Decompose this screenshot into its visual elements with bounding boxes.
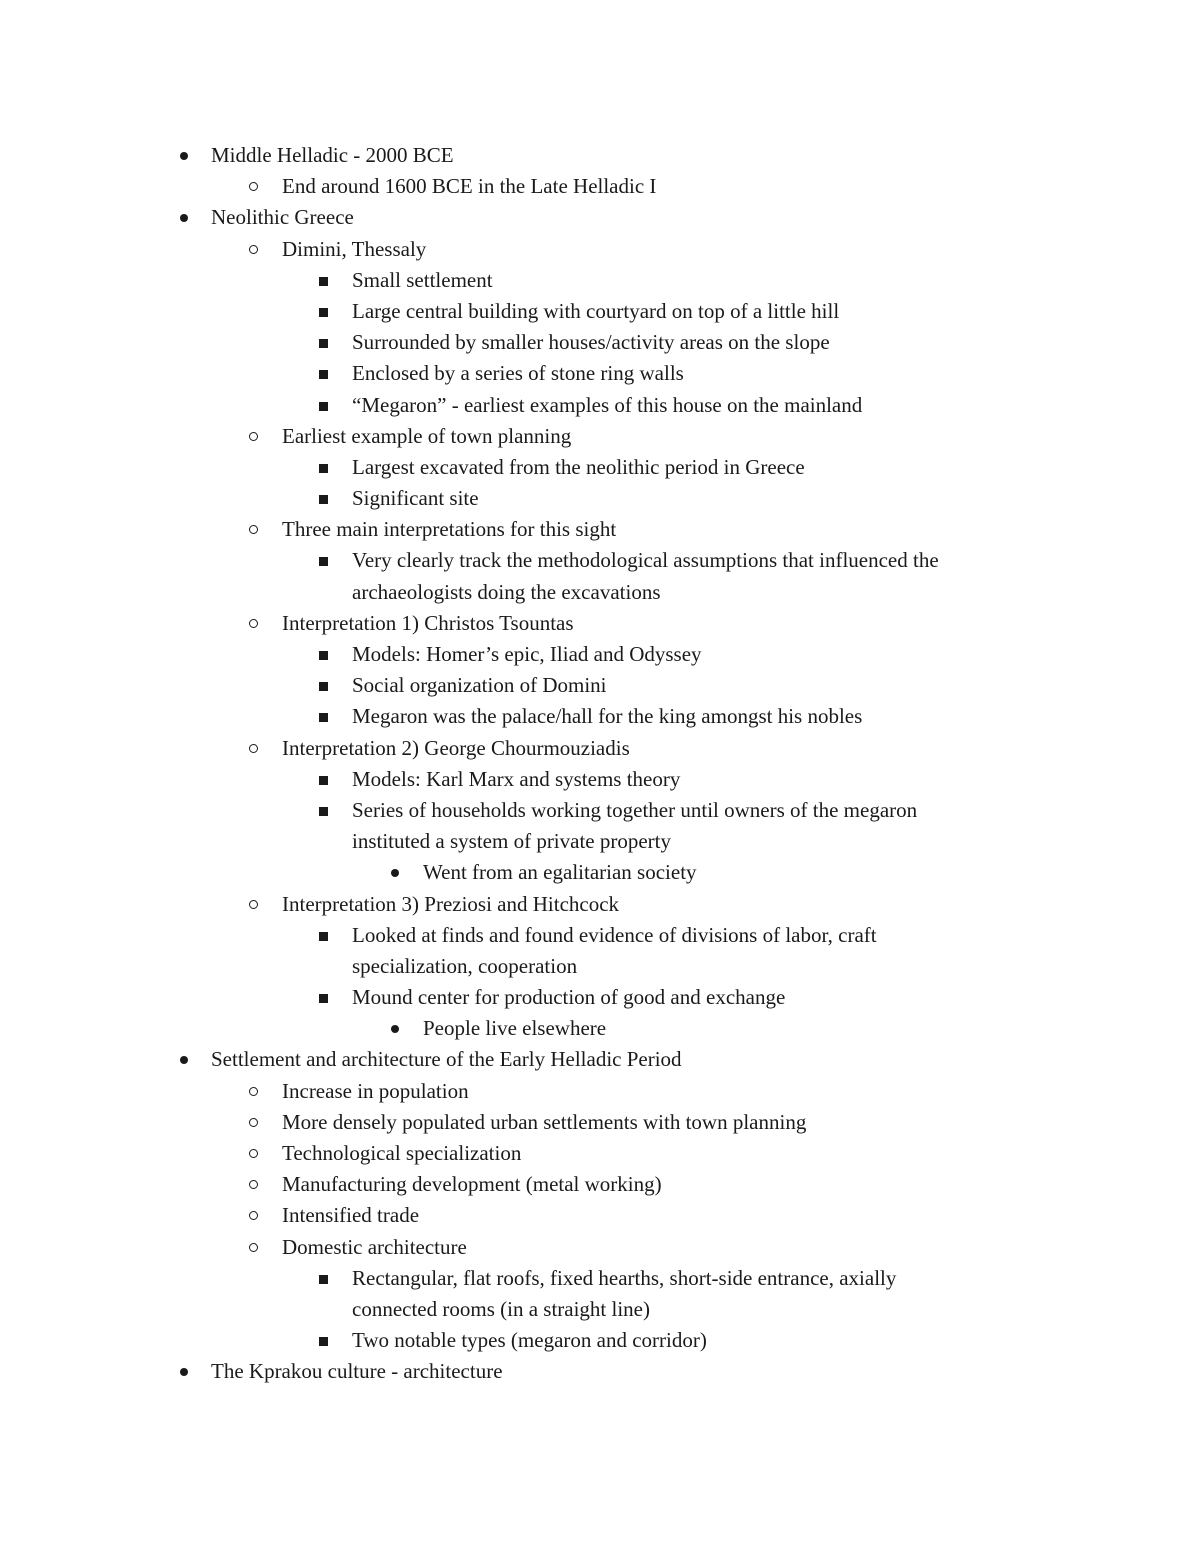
outline-line-level-4: [0, 1013, 1200, 1044]
outline-text: People live elsewhere: [423, 1016, 607, 1041]
filled-square-bullet-icon: [319, 402, 328, 411]
outline-line-level-2: [0, 421, 1200, 452]
outline-line-level-4: [0, 857, 1200, 888]
filled-square-bullet-icon: [319, 1337, 328, 1346]
outline-line-level-3: [0, 639, 1200, 670]
outline-text: Three main interpretations for this sight: [282, 517, 617, 542]
outline-text: Very clearly track the methodological assumptions that influenced the: [352, 548, 939, 573]
filled-disc-bullet-icon: [180, 1368, 188, 1376]
outline-line-level-3: [0, 452, 1200, 483]
hollow-circle-bullet-icon: [249, 1118, 258, 1127]
outline-text: Settlement and architecture of the Early Helladic Period: [211, 1047, 682, 1072]
outline-text: Series of households working together until owners of the megaron: [352, 797, 918, 822]
hollow-circle-bullet-icon: [249, 619, 258, 628]
outline-text: Megaron was the palace/hall for the king amongst his nobles: [352, 704, 863, 729]
outline-line-level-3: [0, 920, 1200, 951]
outline-line-level-3: [0, 701, 1200, 732]
outline-text: Middle Helladic - 2000 BCE: [211, 143, 454, 167]
outline-text: instituted a system of private property: [352, 829, 672, 854]
hollow-circle-bullet-icon: [249, 525, 258, 534]
filled-square-bullet-icon: [319, 932, 328, 941]
outline-line-level-3: [0, 1325, 1200, 1356]
outline-line-level-3: [0, 296, 1200, 327]
filled-disc-bullet-icon: [391, 1025, 399, 1033]
outline-line-level-2: [0, 1232, 1200, 1263]
outline-text: Rectangular, flat roofs, fixed hearths, short-side entrance, axially: [352, 1265, 897, 1290]
outline-text: Earliest example of town planning: [282, 423, 572, 448]
outline-line-level-3: [0, 545, 1200, 576]
outline-text: Interpretation 3) Preziosi and Hitchcock: [282, 891, 620, 916]
outline-text: Interpretation 1) Christos Tsountas: [282, 610, 574, 635]
outline-line-level-2: [0, 234, 1200, 265]
outline-text: Surrounded by smaller houses/activity areas on the slope: [352, 330, 830, 355]
filled-square-bullet-icon: [319, 776, 328, 785]
document-body: [0, 140, 1200, 1388]
outline-text: connected rooms (in a straight line): [352, 1296, 650, 1321]
outline-line-level-3: [0, 1263, 1200, 1294]
outline-line-level-3: [0, 1294, 1200, 1325]
filled-square-bullet-icon: [319, 651, 328, 660]
filled-square-bullet-icon: [319, 370, 328, 379]
outline-line-level-2: [0, 1169, 1200, 1200]
outline-text: Interpretation 2) George Chourmouziadis: [282, 735, 630, 760]
hollow-circle-bullet-icon: [249, 1149, 258, 1158]
outline-line-level-1: [0, 140, 1200, 171]
outline-text: Increase in population: [282, 1078, 469, 1103]
outline-text: Social organization of Domini: [352, 673, 607, 698]
outline-text: Looked at finds and found evidence of divisions of labor, craft: [352, 922, 877, 947]
hollow-circle-bullet-icon: [249, 744, 258, 753]
outline-line-level-3: [0, 327, 1200, 358]
outline-text: “Megaron” - earliest examples of this house on the mainland: [352, 392, 863, 417]
outline-text: End around 1600 BCE in the Late Helladic I: [282, 174, 657, 199]
filled-disc-bullet-icon: [180, 1056, 188, 1064]
outline-line-level-2: [0, 1200, 1200, 1231]
hollow-circle-bullet-icon: [249, 1243, 258, 1252]
outline-line-level-3: [0, 670, 1200, 701]
hollow-circle-bullet-icon: [249, 900, 258, 909]
hollow-circle-bullet-icon: [249, 245, 258, 254]
outline-text: Went from an egalitarian society: [423, 860, 697, 885]
outline-line-level-2: [0, 514, 1200, 545]
filled-square-bullet-icon: [319, 495, 328, 504]
outline-text: archaeologists doing the excavations: [352, 579, 661, 604]
filled-square-bullet-icon: [319, 557, 328, 566]
outline-text: Technological specialization: [282, 1141, 522, 1165]
outline-text: More densely populated urban settlements with town planning: [282, 1109, 807, 1134]
outline-text: Dimini, Thessaly: [282, 236, 427, 261]
outline-line-level-3: [0, 483, 1200, 514]
outline-text: Domestic architecture: [282, 1234, 467, 1259]
filled-disc-bullet-icon: [180, 152, 188, 160]
filled-square-bullet-icon: [319, 1275, 328, 1284]
outline-line-level-2: [0, 1076, 1200, 1107]
outline-line-level-3: [0, 982, 1200, 1013]
outline-line-level-3: [0, 265, 1200, 296]
outline-line-level-3: [0, 358, 1200, 389]
outline-line-level-2: [0, 608, 1200, 639]
outline-text: Enclosed by a series of stone ring walls: [352, 361, 684, 386]
filled-square-bullet-icon: [319, 994, 328, 1003]
outline-line-level-3: [0, 390, 1200, 421]
hollow-circle-bullet-icon: [249, 1211, 258, 1220]
outline-line-level-1: [0, 1356, 1200, 1387]
outline-line-level-2: [0, 889, 1200, 920]
filled-disc-bullet-icon: [391, 869, 399, 877]
filled-square-bullet-icon: [319, 308, 328, 317]
outline-line-level-2: [0, 171, 1200, 202]
outline-text: Intensified trade: [282, 1203, 420, 1228]
filled-square-bullet-icon: [319, 464, 328, 473]
outline-text: Models: Karl Marx and systems theory: [352, 766, 681, 791]
outline-text: Small settlement: [352, 267, 493, 292]
outline-line-level-2: [0, 1138, 1200, 1169]
outline-line-level-3: [0, 951, 1200, 982]
outline-line-level-3: [0, 795, 1200, 826]
filled-square-bullet-icon: [319, 277, 328, 286]
outline-line-level-2: [0, 733, 1200, 764]
filled-square-bullet-icon: [319, 339, 328, 348]
outline-text: Models: Homer’s epic, Iliad and Odyssey: [352, 642, 702, 666]
outline-text: Mound center for production of good and exchange: [352, 985, 786, 1010]
filled-disc-bullet-icon: [180, 214, 188, 222]
hollow-circle-bullet-icon: [249, 432, 258, 441]
outline-text: Largest excavated from the neolithic period in Greece: [352, 454, 805, 479]
outline-line-level-3: [0, 826, 1200, 857]
outline-text: Manufacturing development (metal working): [282, 1172, 662, 1197]
outline-text: Significant site: [352, 486, 479, 511]
outline-text: specialization, cooperation: [352, 953, 578, 978]
hollow-circle-bullet-icon: [249, 1087, 258, 1096]
hollow-circle-bullet-icon: [249, 1180, 258, 1189]
outline-line-level-3: [0, 764, 1200, 795]
filled-square-bullet-icon: [319, 807, 328, 816]
outline-text: Two notable types (megaron and corridor): [352, 1328, 707, 1353]
outline-line-level-3: [0, 577, 1200, 608]
outline-line-level-1: [0, 1044, 1200, 1075]
hollow-circle-bullet-icon: [249, 182, 258, 191]
outline-text: Neolithic Greece: [211, 205, 354, 230]
outline-text: The Kprakou culture - architecture: [211, 1359, 503, 1384]
filled-square-bullet-icon: [319, 682, 328, 691]
outline-text: Large central building with courtyard on top of a little hill: [352, 298, 840, 323]
filled-square-bullet-icon: [319, 713, 328, 722]
outline-line-level-2: [0, 1107, 1200, 1138]
outline-line-level-1: [0, 202, 1200, 233]
